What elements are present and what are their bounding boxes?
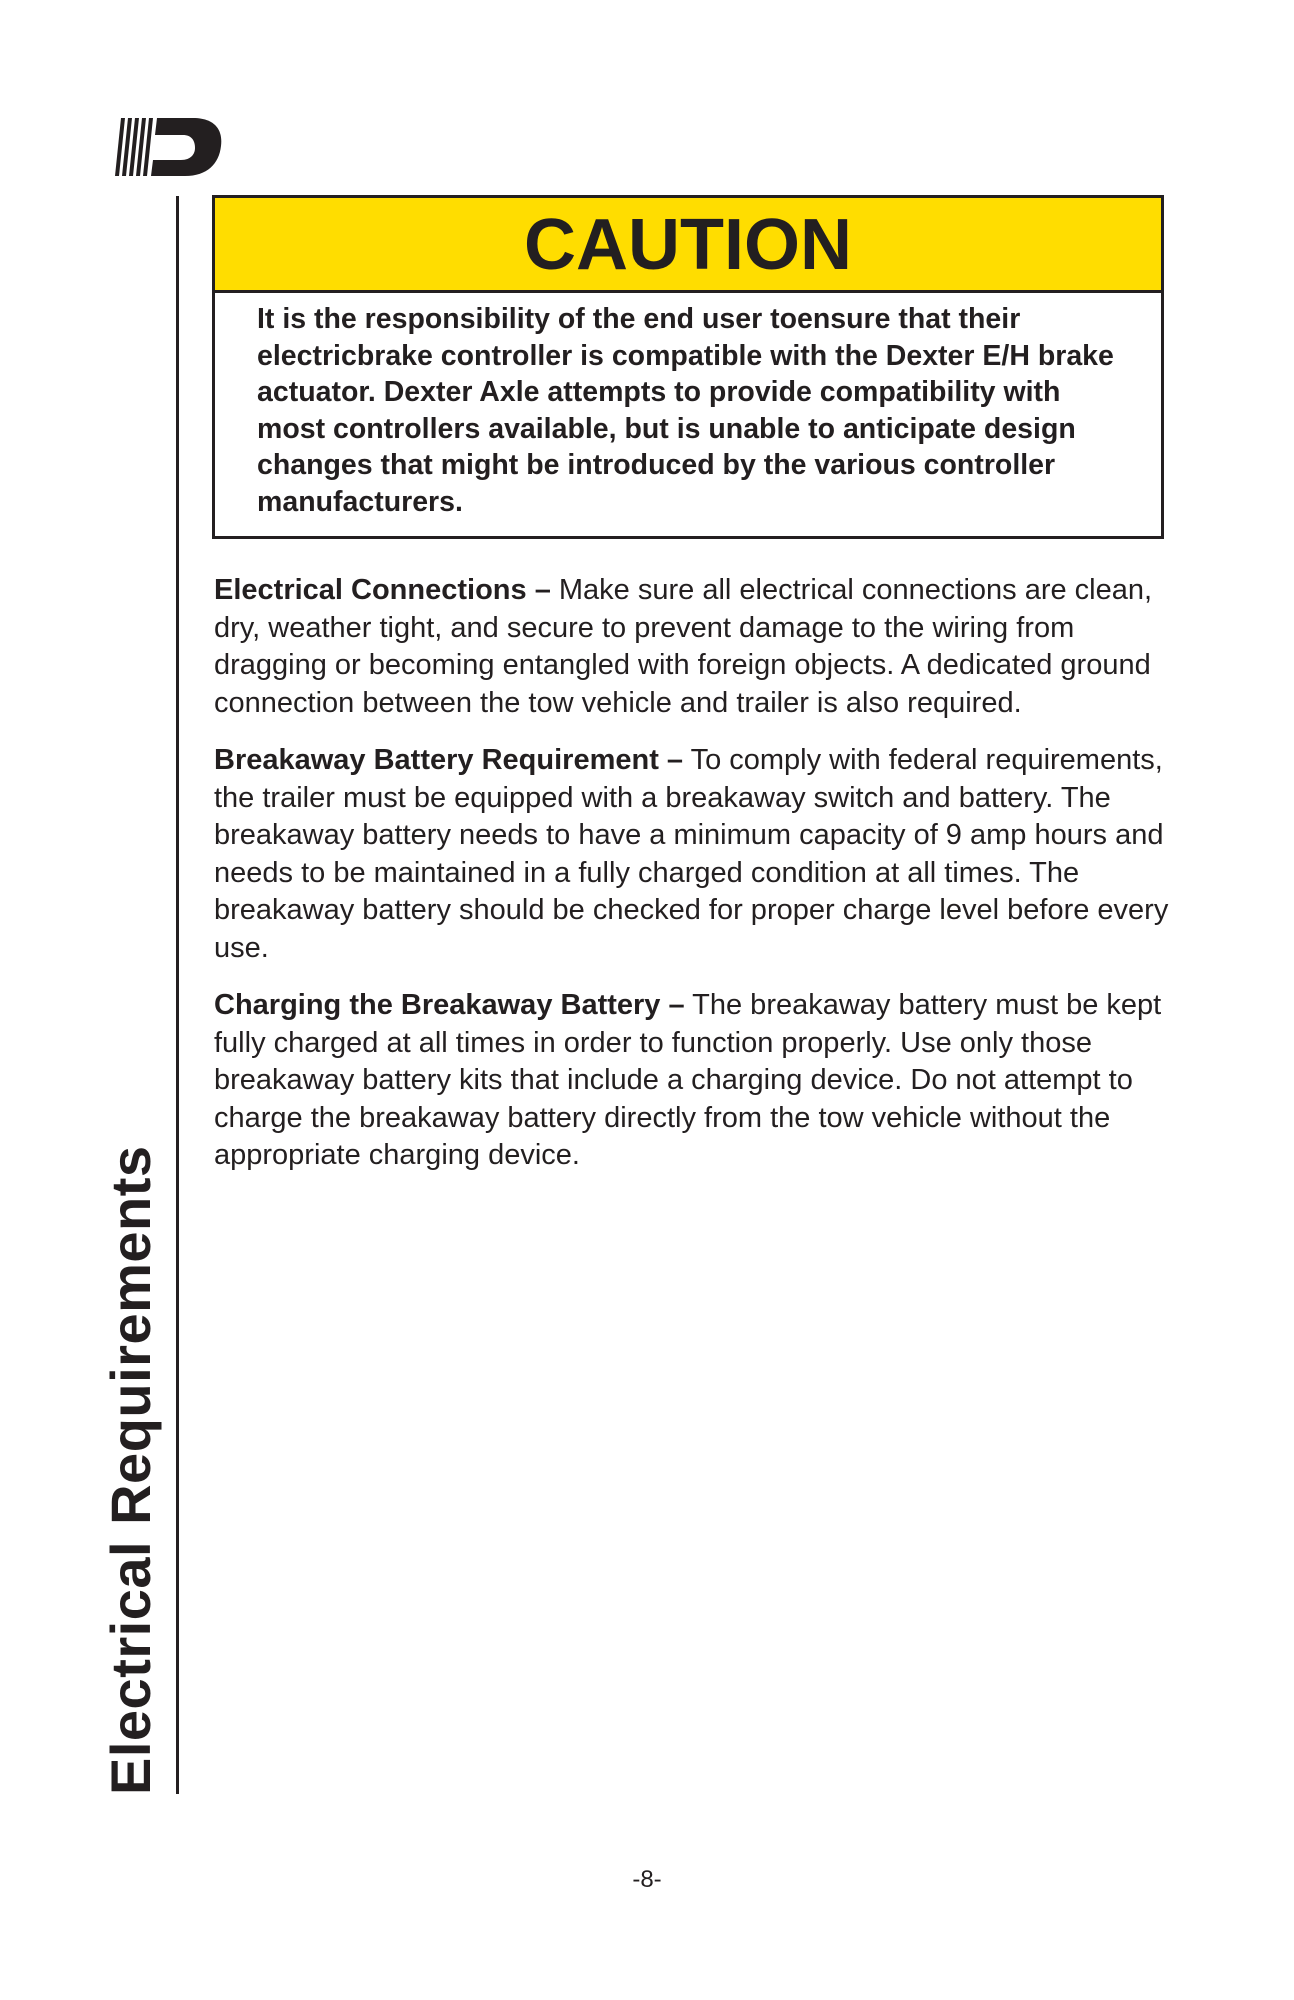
section-text: To comply with federal requirements, the trailer must be equipped with a breakaway switch and battery. The breakaway battery needs to have a minimum capacity of 9 amp hours and needs to be maintained in a fully charged condition at all times. The breakaway battery should be checked for proper charge level before every use. bbox=[214, 744, 1169, 964]
main-content bbox=[214, 572, 1174, 1195]
side-rule bbox=[176, 196, 179, 1794]
page-number: -8- bbox=[632, 1866, 662, 1893]
section-side-title: Electrical Requirements bbox=[99, 1145, 162, 1795]
section-electrical-connections bbox=[214, 572, 1174, 722]
caution-title: CAUTION bbox=[215, 198, 1161, 293]
section-heading: Electrical Connections – bbox=[214, 574, 551, 606]
caution-text: It is the responsibility of the end user toensure that their electricbrake controller is compatible with the Dexter E/H brake actuator. Dexter Axle attempts to provide compatibility with most controllers available, but is unable to anticipate design changes that might be introduced by the various controller manufacturers. bbox=[257, 303, 1114, 518]
section-text: The breakaway battery must be kept fully charged at all times in order to function properly. Use only those breakaway battery kits that include a charging device. Do not attempt to charge the breakaway battery directly from the tow vehicle without the appropriate charging device. bbox=[214, 989, 1162, 1171]
section-heading: Charging the Breakaway Battery – bbox=[214, 989, 685, 1021]
section-charging-breakaway-battery bbox=[214, 987, 1174, 1175]
section-breakaway-battery-requirement bbox=[214, 742, 1174, 967]
caution-box bbox=[212, 195, 1164, 539]
section-heading: Breakaway Battery Requirement – bbox=[214, 744, 684, 776]
dexter-logo bbox=[115, 118, 223, 176]
section-text: Make sure all electrical connections are clean, dry, weather tight, and secure to prevent damage to the wiring from dragging or becoming entangled with foreign objects. A dedicated ground connection between the tow vehicle and trailer is also required. bbox=[214, 574, 1153, 719]
